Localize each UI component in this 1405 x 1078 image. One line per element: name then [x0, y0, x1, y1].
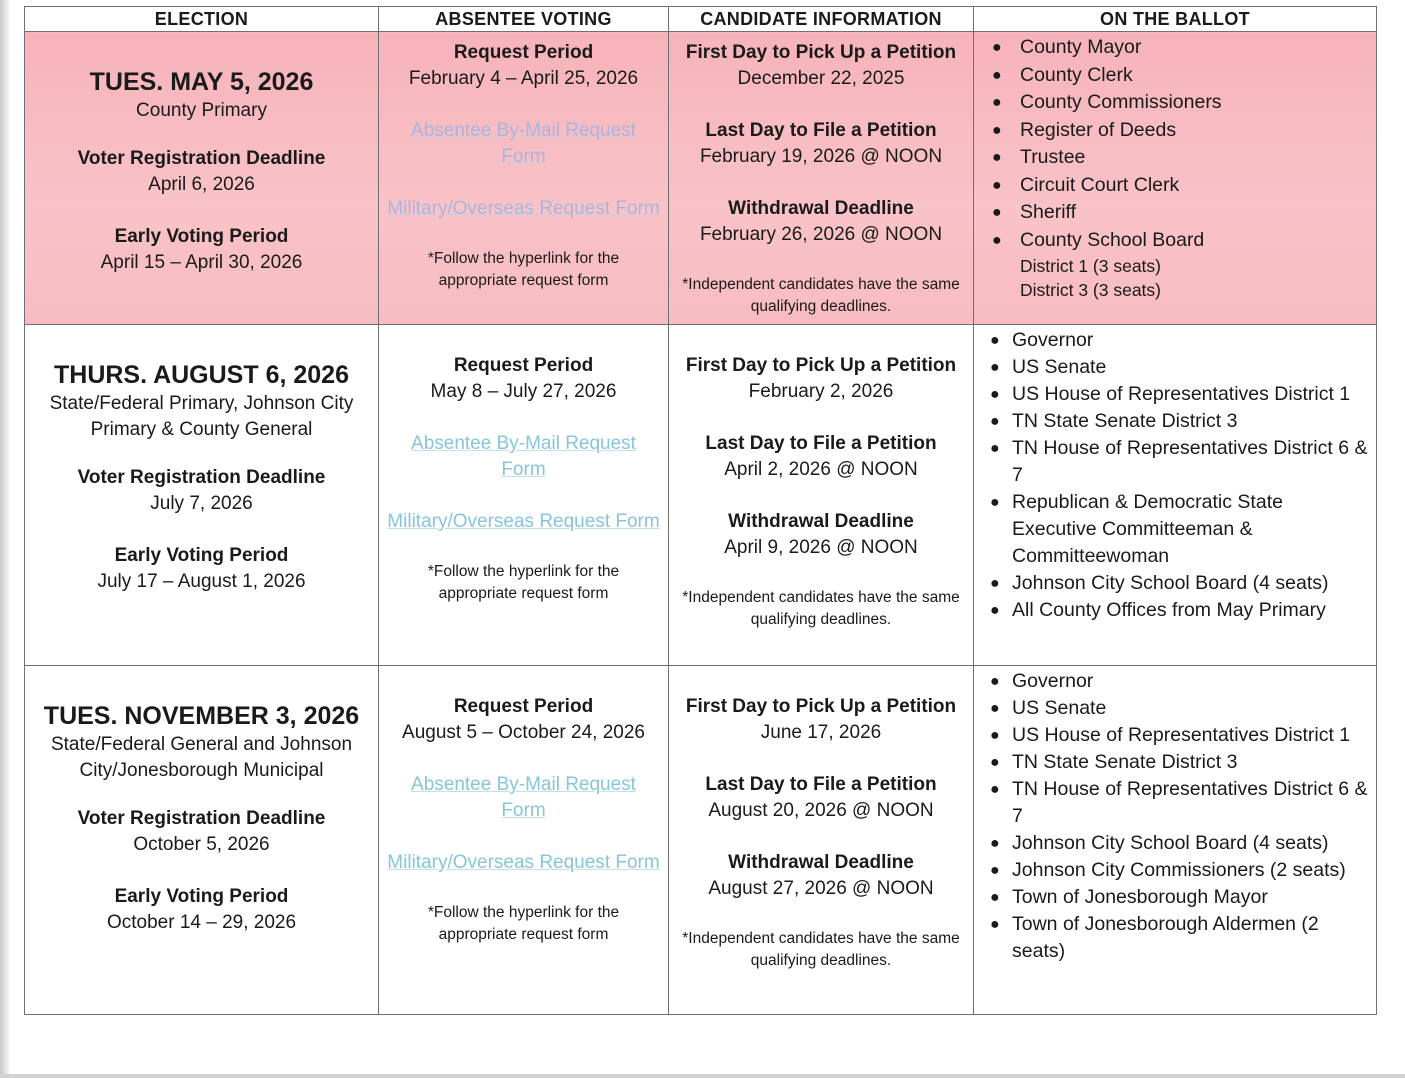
ballot-item [988, 776, 1368, 830]
ballot-item [988, 830, 1368, 857]
bullet-icon: ● [990, 889, 1000, 906]
candidate-note: *Independent candidates have the same qualifying deadlines. [682, 276, 960, 315]
petition-pickup-label: First Day to Pick Up a Petition [685, 355, 957, 376]
ballot-item-text: Republican & Democratic State Executive Committeeman & Committeewoman [1012, 491, 1283, 567]
bullet-icon: ● [992, 204, 1002, 221]
petition-filing-value: February 19, 2026 @ NOON [699, 146, 943, 167]
election-row [25, 666, 1377, 1015]
bullet-icon: ● [990, 359, 1000, 376]
absentee-note: *Follow the hyperlink for the appropriate request form [427, 250, 620, 289]
bullet-icon: ● [990, 754, 1000, 771]
header-on-the-ballot: ON THE BALLOT [974, 7, 1377, 32]
early-voting-value: July 17 – August 1, 2026 [97, 571, 306, 592]
candidate-cell [669, 666, 974, 1015]
ballot-item [990, 199, 1368, 227]
header-election: ELECTION [25, 7, 379, 32]
ballot-item [990, 117, 1368, 145]
bullet-icon: ● [990, 781, 1000, 798]
scan-bottom-edge [0, 1074, 1405, 1078]
registration-deadline-label: Voter Registration Deadline [77, 467, 326, 488]
ballot-item [988, 408, 1368, 435]
ballot-item [988, 327, 1368, 354]
ballot-item-text: US Senate [1012, 356, 1107, 378]
ballot-item-text: Governor [1012, 329, 1094, 351]
ballot-item [988, 668, 1368, 695]
registration-deadline-label: Voter Registration Deadline [77, 148, 326, 169]
election-date: THURS. AUGUST 6, 2026 [54, 361, 349, 389]
header-row [25, 7, 1377, 32]
election-row [25, 32, 1377, 325]
ballot-item [988, 354, 1368, 381]
ballot-item [988, 911, 1368, 965]
ballot-item [990, 62, 1368, 90]
withdrawal-deadline-label: Withdrawal Deadline [728, 511, 914, 532]
request-period-label: Request Period [453, 42, 594, 63]
ballot-item-text: TN State Senate District 3 [1012, 410, 1238, 432]
bullet-icon: ● [990, 575, 1000, 592]
election-date: TUES. NOVEMBER 3, 2026 [43, 702, 360, 730]
absentee-cell [379, 32, 669, 325]
header-absentee-voting: ABSENTEE VOTING [379, 7, 669, 32]
ballot-item [988, 597, 1368, 624]
election-name: State/Federal Primary, Johnson City Primary & County General [49, 393, 354, 440]
registration-deadline-value: July 7, 2026 [150, 493, 253, 514]
absentee-by-mail-request-form-link[interactable]: Absentee By-Mail Request Form [411, 774, 636, 821]
ballot-item [988, 749, 1368, 776]
ballot-item-text: TN State Senate District 3 [1012, 751, 1238, 773]
ballot-item-subtext: District 3 (3 seats) [1020, 280, 1161, 300]
ballot-item-text: Sheriff [1020, 201, 1077, 223]
withdrawal-deadline-label: Withdrawal Deadline [728, 198, 914, 219]
ballot-item [988, 489, 1368, 570]
absentee-by-mail-request-form-link[interactable]: Absentee By-Mail Request Form [411, 120, 636, 167]
bullet-icon: ● [992, 66, 1002, 84]
election-cell [25, 32, 379, 325]
ballot-item [990, 227, 1368, 303]
ballot-item-text: Johnson City School Board (4 seats) [1012, 832, 1329, 854]
candidate-note: *Independent candidates have the same qualifying deadlines. [682, 930, 960, 969]
ballot-item-text: Johnson City School Board (4 seats) [1012, 572, 1329, 594]
scan-edge-shadow [0, 0, 9, 1078]
ballot-item [990, 34, 1368, 62]
bullet-icon: ● [990, 440, 1000, 457]
absentee-by-mail-request-form-link[interactable]: Absentee By-Mail Request Form [411, 433, 636, 480]
ballot-item-text: Johnson City Commissioners (2 seats) [1012, 859, 1346, 881]
absentee-note: *Follow the hyperlink for the appropriate request form [427, 904, 620, 943]
withdrawal-deadline-value: April 9, 2026 @ NOON [724, 537, 918, 558]
ballot-item-text: County School Board [1020, 228, 1205, 251]
early-voting-label: Early Voting Period [114, 226, 289, 247]
bullet-icon: ● [992, 149, 1002, 166]
petition-filing-value: August 20, 2026 @ NOON [708, 800, 934, 821]
ballot-item-text: US House of Representatives District 1 [1012, 724, 1351, 746]
petition-pickup-value: December 22, 2025 [737, 68, 905, 89]
ballot-item [990, 144, 1368, 172]
ballot-item-subtext: District 1 (3 seats) [1020, 256, 1161, 276]
ballot-item-text: Trustee [1020, 146, 1086, 168]
early-voting-label: Early Voting Period [114, 886, 289, 907]
bullet-icon: ● [990, 332, 1000, 349]
absentee-note: *Follow the hyperlink for the appropriate request form [427, 563, 620, 602]
ballot-item-text: Town of Jonesborough Mayor [1012, 886, 1268, 908]
bullet-icon: ● [990, 602, 1000, 619]
ballot-item-text: TN House of Representatives District 6 & 7 [1012, 778, 1368, 827]
military-overseas-request-form-link[interactable]: Military/Overseas Request Form [387, 198, 660, 219]
ballot-item-text: County Clerk [1020, 63, 1133, 86]
bullet-icon: ● [992, 176, 1002, 194]
bullet-icon: ● [990, 413, 1000, 430]
ballot-list [988, 327, 1368, 624]
ballot-item-text: US Senate [1012, 697, 1107, 719]
candidate-cell [669, 32, 974, 325]
ballot-item-text: All County Offices from May Primary [1012, 599, 1326, 621]
election-schedule-table [24, 6, 1377, 1015]
withdrawal-deadline-value: February 26, 2026 @ NOON [699, 224, 943, 245]
ballot-item-text: Governor [1012, 670, 1094, 692]
request-period-value: August 5 – October 24, 2026 [402, 722, 645, 743]
petition-pickup-label: First Day to Pick Up a Petition [685, 696, 957, 717]
early-voting-value: October 14 – 29, 2026 [106, 912, 297, 933]
request-period-label: Request Period [453, 696, 594, 717]
election-name: State/Federal General and Johnson City/Jonesborough Municipal [50, 734, 353, 781]
ballot-cell [974, 666, 1377, 1015]
ballot-item-text: County Mayor [1020, 36, 1142, 58]
registration-deadline-value: April 6, 2026 [148, 174, 255, 195]
bullet-icon: ● [992, 94, 1002, 111]
election-cell [25, 325, 379, 666]
ballot-item-text: County Commissioners [1020, 91, 1222, 113]
withdrawal-deadline-label: Withdrawal Deadline [728, 852, 914, 873]
election-row [25, 325, 1377, 666]
bullet-icon: ● [990, 700, 1000, 717]
ballot-item [990, 89, 1368, 117]
petition-filing-value: April 2, 2026 @ NOON [724, 459, 918, 480]
bullet-icon: ● [990, 835, 1000, 852]
ballot-cell [974, 32, 1377, 325]
early-voting-value: April 15 – April 30, 2026 [100, 252, 303, 273]
bullet-icon: ● [990, 673, 1000, 690]
petition-pickup-value: June 17, 2026 [760, 722, 882, 743]
bullet-icon: ● [990, 727, 1000, 744]
military-overseas-request-form-link[interactable]: Military/Overseas Request Form [387, 511, 660, 532]
ballot-item [988, 381, 1368, 408]
ballot-item-text: TN House of Representatives District 6 & 7 [1012, 437, 1368, 486]
petition-pickup-label: First Day to Pick Up a Petition [685, 42, 957, 63]
header-candidate-information: CANDIDATE INFORMATION [669, 7, 974, 32]
request-period-value: May 8 – July 27, 2026 [430, 381, 617, 402]
ballot-item [990, 172, 1368, 200]
bullet-icon: ● [990, 916, 1000, 933]
election-date: TUES. MAY 5, 2026 [89, 68, 314, 96]
ballot-item [988, 722, 1368, 749]
ballot-item [988, 857, 1368, 884]
candidate-cell [669, 325, 974, 666]
ballot-item-text: Circuit Court Clerk [1020, 173, 1180, 196]
petition-filing-label: Last Day to File a Petition [705, 774, 937, 795]
candidate-note: *Independent candidates have the same qualifying deadlines. [682, 589, 960, 628]
ballot-list [988, 668, 1368, 965]
ballot-item-text: Register of Deeds [1020, 118, 1177, 141]
ballot-item-text: Town of Jonesborough Aldermen (2 seats) [1012, 913, 1319, 962]
bullet-icon: ● [992, 231, 1002, 249]
ballot-cell [974, 325, 1377, 666]
withdrawal-deadline-value: August 27, 2026 @ NOON [708, 878, 934, 899]
bullet-icon: ● [992, 39, 1002, 56]
petition-filing-label: Last Day to File a Petition [705, 433, 937, 454]
bullet-icon: ● [990, 386, 1000, 403]
petition-pickup-value: February 2, 2026 [748, 381, 894, 402]
bullet-icon: ● [992, 121, 1002, 139]
registration-deadline-value: October 5, 2026 [133, 834, 270, 855]
registration-deadline-label: Voter Registration Deadline [77, 808, 326, 829]
ballot-list [990, 34, 1368, 302]
bullet-icon: ● [990, 494, 1000, 511]
request-period-label: Request Period [453, 355, 594, 376]
military-overseas-request-form-link[interactable]: Military/Overseas Request Form [387, 852, 660, 873]
petition-filing-label: Last Day to File a Petition [705, 120, 937, 141]
ballot-item [988, 435, 1368, 489]
election-cell [25, 666, 379, 1015]
ballot-item-text: US House of Representatives District 1 [1012, 383, 1351, 405]
election-name: County Primary [136, 100, 267, 121]
request-period-value: February 4 – April 25, 2026 [408, 68, 639, 89]
bullet-icon: ● [990, 862, 1000, 879]
absentee-cell [379, 325, 669, 666]
absentee-cell [379, 666, 669, 1015]
early-voting-label: Early Voting Period [114, 545, 289, 566]
ballot-item [988, 884, 1368, 911]
ballot-item [988, 570, 1368, 597]
ballot-item [988, 695, 1368, 722]
